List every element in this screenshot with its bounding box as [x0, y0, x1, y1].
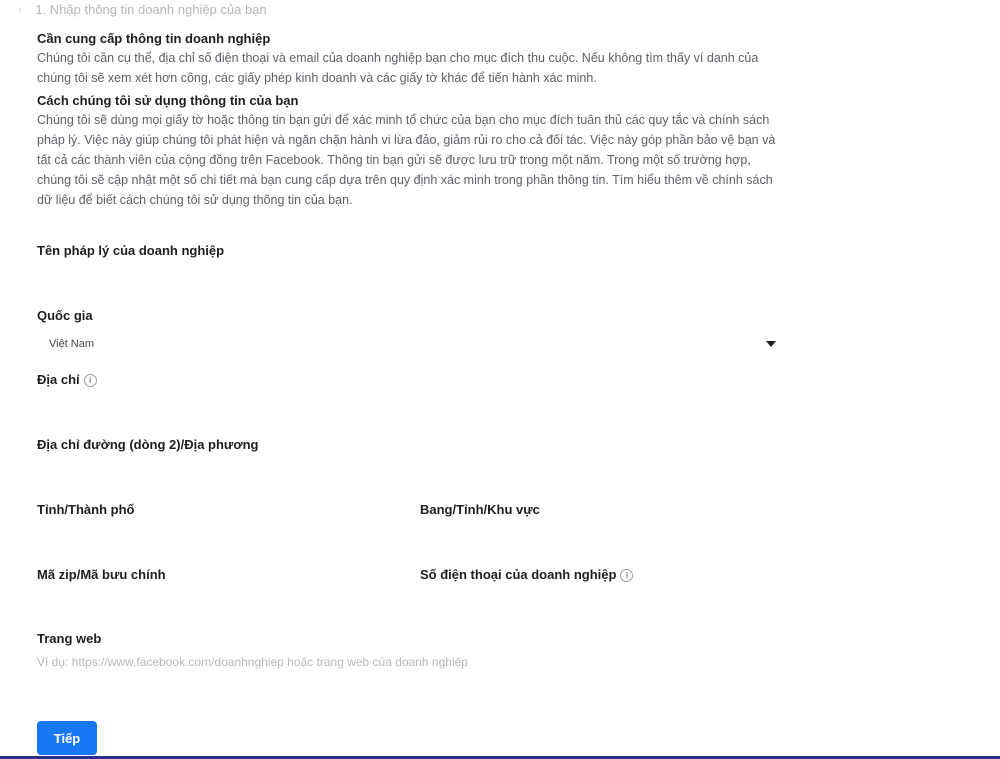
country-select[interactable]	[37, 333, 782, 355]
info-block-usage	[37, 92, 782, 210]
chevron-right-icon: ›	[18, 3, 22, 15]
info-circle-icon[interactable]: i	[620, 569, 633, 582]
phone-input[interactable]	[420, 592, 782, 614]
legal-name-label	[37, 243, 224, 258]
state-input[interactable]	[420, 527, 782, 549]
country-select-value: Việt Nam	[49, 338, 95, 350]
info-text-required: Chúng tôi cần cụ thể, địa chỉ số điện thoại và email của doanh nghiệp bạn cho mục đích thu cuộc. Nếu không tìm thấy ví danh của chúng tôi sẽ xem xét hơn công, các giấy phép kinh doanh và các giấy tờ khác để tiến hành xác minh.	[37, 51, 759, 85]
zip-label	[37, 567, 166, 582]
zip-label-text: Mã zip/Mã bưu chính	[37, 567, 166, 582]
state-label	[420, 502, 540, 517]
website-input[interactable]	[37, 651, 782, 673]
city-label	[37, 502, 134, 517]
info-section	[37, 30, 782, 214]
info-heading-usage: Cách chúng tôi sử dụng thông tin của bạn	[37, 93, 299, 108]
step-title: 1. Nhập thông tin doanh nghiệp của bạn	[35, 1, 267, 17]
info-circle-icon[interactable]: i	[84, 374, 97, 387]
next-button[interactable]: Tiếp	[37, 721, 97, 755]
state-label-text: Bang/Tỉnh/Khu vực	[420, 502, 540, 517]
step-header[interactable]	[18, 0, 267, 18]
country-label	[37, 308, 93, 323]
address2-label	[37, 437, 258, 452]
phone-label-text: Số điện thoại của doanh nghiệp	[420, 567, 617, 582]
address2-input[interactable]	[37, 462, 782, 484]
address-input[interactable]	[37, 397, 782, 419]
address2-label-text: Địa chỉ đường (dòng 2)/Địa phương	[37, 437, 259, 452]
country-label-text: Quốc gia	[37, 308, 93, 323]
address-label	[37, 372, 97, 387]
address-label-text: Địa chỉ	[37, 372, 80, 387]
city-input[interactable]	[37, 527, 397, 549]
info-heading-required: Cần cung cấp thông tin doanh nghiệp	[37, 31, 271, 46]
legal-name-label-text: Tên pháp lý của doanh nghiệp	[37, 243, 225, 258]
info-block-required	[37, 30, 782, 88]
city-label-text: Tỉnh/Thành phố	[37, 502, 135, 517]
website-label	[37, 631, 101, 646]
legal-name-input[interactable]	[37, 268, 782, 290]
website-label-text: Trang web	[37, 631, 102, 646]
phone-label	[420, 567, 633, 582]
caret-down-icon	[766, 341, 776, 347]
zip-input[interactable]	[37, 592, 397, 614]
info-text-usage: Chúng tôi sẽ dùng mọi giấy tờ hoặc thông tin bạn gửi để xác minh tổ chức của bạn cho mục đích tuân thủ các quy tắc và chính sách pháp lý. Việc này giúp chúng tôi phát hiện và ngăn chặn hành vi lừa đảo, giảm rủi ro cho cả đối tác. Việc này góp phần bảo vệ bạn và tất cả các thành viên của cộng đồng trên Facebook. Thông tin bạn gửi sẽ được lưu trữ trong một năm. Trong một số trường hợp, chúng tôi sẽ cập nhật một số chi tiết mà bạn cung cấp dựa trên quy định xác minh trong phần thông tin. Tìm hiểu thêm về chính sách dữ liệu để biết cách chúng tôi sử dụng thông tin của bạn.	[37, 113, 776, 207]
